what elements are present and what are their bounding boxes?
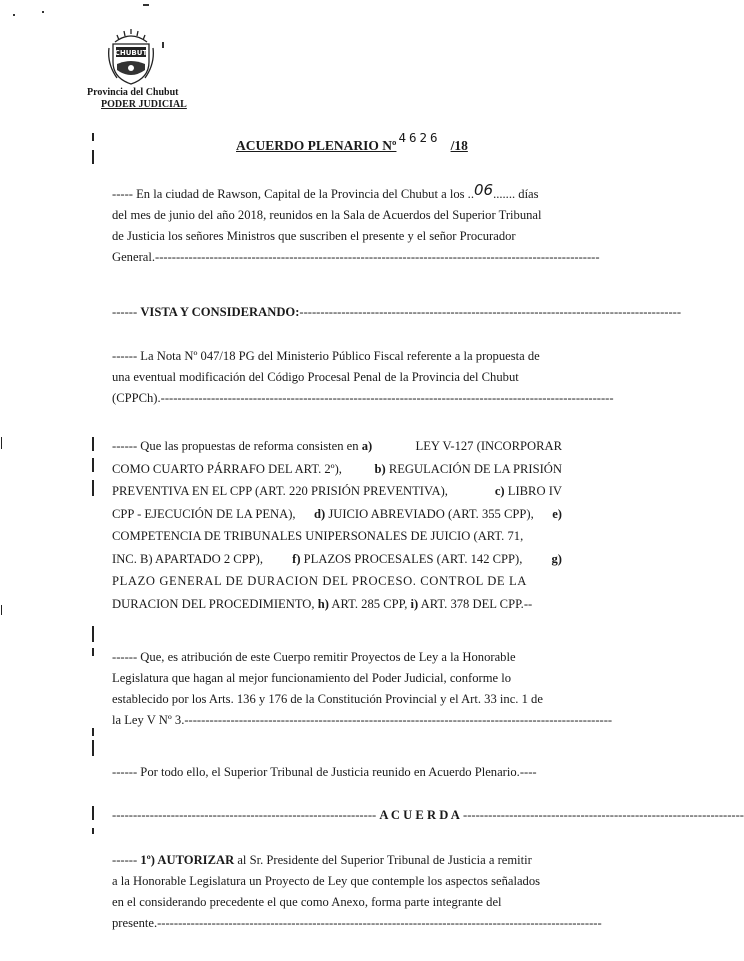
text-line: presente.----------------------------------------------------------------------------------------------------------: [112, 916, 602, 930]
text-line: DURACION DEL PROCEDIMIENTO,: [112, 596, 315, 611]
text-line: CPP - EJECUCIÓN DE LA PENA),: [112, 506, 296, 521]
paragraph-por-todo-ello: [112, 762, 562, 783]
paragraph-atribucion: [112, 647, 613, 731]
text-line: al Sr. Presidente del Superior Tribunal de Justicia a remitir: [237, 853, 532, 867]
title-number: 4626: [398, 130, 441, 145]
text-line: i) ART. 378 DEL CPP.--: [410, 596, 533, 611]
text-line: g): [551, 551, 562, 566]
document-title: [236, 130, 468, 154]
org-judicial-power: PODER JUDICIAL: [101, 99, 187, 110]
text-line: f) PLAZOS PROCESALES (ART. 142 CPP),: [292, 551, 523, 566]
text-line: PREVENTIVA EN EL CPP (ART. 220 PRISIÓN PREVENTIVA),: [112, 484, 448, 498]
section-heading-vista: [112, 302, 682, 323]
text-line: 1º) AUTORIZAR: [140, 853, 235, 867]
text-line: ------: [112, 853, 138, 867]
text-line: del mes de junio del año 2018, reunidos en la Sala de Acuerdos del Superior Tribunal: [112, 208, 542, 222]
dash-run: -------------------------------------------------------------------: [463, 808, 744, 822]
text-line: ------ La Nota Nº 047/18 PG del Ministerio Público Fiscal referente a la propuesta de: [112, 349, 540, 363]
text-line: ------ Por todo ello, el Superior Tribunal de Justicia reunido en Acuerdo Plenario.----: [112, 765, 537, 779]
text-line: una eventual modificación del Código Procesal Penal de la Provincia del Chubut: [112, 370, 519, 384]
paragraph-resolucion-1: [112, 850, 602, 934]
text-line: LEY V-127 (INCORPORAR: [415, 439, 562, 453]
text-line: b) REGULACIÓN DE LA PRISIÓN: [374, 461, 562, 476]
title-year: /18: [450, 138, 468, 153]
heading-vista-considerando: VISTA Y CONSIDERANDO:: [140, 305, 300, 319]
text-line: INC. B) APARTADO 2 CPP),: [112, 551, 264, 566]
text-line: de Justicia los señores Ministros que suscriben el presente y el señor Procurador: [112, 229, 516, 243]
text-line: COMO CUARTO PÁRRAFO DEL ART. 2º),: [112, 461, 342, 476]
text-line: c) LIBRO IV: [494, 484, 562, 498]
text-line: ------ Que las propuestas de reforma consisten en a): [112, 439, 373, 453]
text-line: ------ Que, es atribución de este Cuerpo remitir Proyectos de Ley a la Honorable: [112, 650, 516, 664]
emblem-text: CHUBUT: [114, 49, 148, 57]
text-line: ....... días: [493, 187, 539, 201]
dash-run: ------: [112, 305, 138, 319]
text-line: e): [552, 506, 562, 521]
text-line: ----- En la ciudad de Rawson, Capital de la Provincia del Chubut a los ..: [112, 187, 474, 201]
title-label: ACUERDO PLENARIO Nº: [236, 138, 397, 153]
text-line: establecido por los Arts. 136 y 176 de la Constitución Provincial y el Art. 33 inc. 1 de: [112, 692, 543, 706]
text-line: General.----------------------------------------------------------------------------------------------------------: [112, 250, 600, 264]
organization-header: [87, 87, 207, 111]
handwritten-day: 06: [473, 181, 494, 199]
text-line: Legislatura que hagan al mejor funcionamiento del Poder Judicial, conforme lo: [112, 671, 512, 685]
dash-run: -------------------------------------------------------------------------------------------: [299, 305, 682, 319]
dash-run: ---------------------------------------------------------------: [112, 808, 377, 822]
heading-acuerda: A C U E R D A: [379, 808, 460, 822]
paragraph-opening: [112, 181, 600, 268]
text-line: d) JUICIO ABREVIADO (ART. 355 CPP),: [313, 506, 534, 521]
text-line: la Ley V Nº 3.------------------------------------------------------------------------------------------------------: [112, 713, 613, 727]
text-line: a la Honorable Legislatura un Proyecto de Ley que contemple los aspectos señalados: [112, 874, 541, 888]
provincial-coat-of-arms: [105, 28, 157, 86]
paragraph-nota: [112, 346, 614, 409]
paragraph-propuestas: [112, 435, 562, 615]
text-line: PLAZO GENERAL DE DURACION DEL PROCESO. CONTROL DE LA: [112, 574, 527, 588]
text-line: en el considerando precedente el que como Anexo, forma parte integrante del: [112, 895, 502, 909]
text-line: (CPPCh).------------------------------------------------------------------------------------------------------------: [112, 391, 614, 405]
section-heading-acuerda: [112, 805, 744, 826]
text-line: h) ART. 285 CPP,: [317, 596, 408, 611]
org-province: Provincia del Chubut: [87, 87, 179, 98]
text-line: COMPETENCIA DE TRIBUNALES UNIPERSONALES DE JUICIO (ART. 71,: [112, 529, 524, 543]
